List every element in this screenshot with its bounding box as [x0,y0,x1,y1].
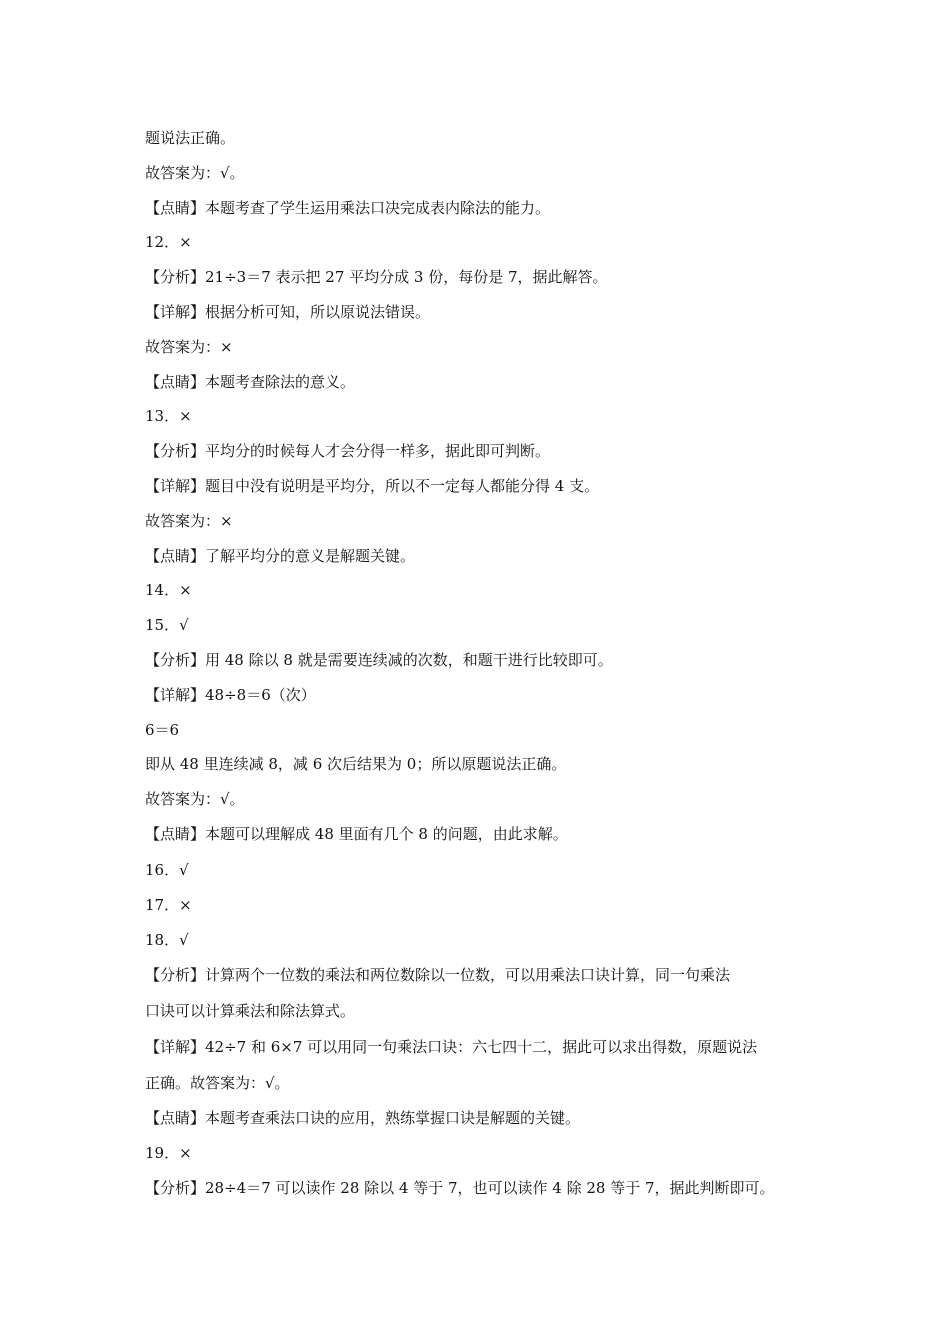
text-line: 【分析】计算两个一位数的乘法和两位数除以一位数，可以用乘法口诀计算，同一句乘法 [145,966,731,984]
text-line: 【详解】根据分析可知，所以原说法错误。 [145,303,431,321]
question-number: 13．× [145,407,192,425]
text-line: 【详解】42÷7 和 6×7 可以用同一句乘法口诀：六七四十二，据此可以求出得数，原题说法 [145,1038,758,1056]
question-number: 16．√ [145,861,189,879]
text-line: 正确。故答案为：√。 [145,1074,290,1092]
text-line: 【分析】用 48 除以 8 就是需要连续减的次数，和题干进行比较即可。 [145,651,613,669]
question-number: 18．√ [145,931,189,949]
text-line: 【分析】平均分的时候每人才会分得一样多，据此即可判断。 [145,442,551,460]
text-line: 故答案为：× [145,338,233,356]
text-line: 【点睛】本题考查除法的意义。 [145,373,356,391]
text-line: 口诀可以计算乘法和除法算式。 [145,1002,356,1020]
question-number: 14．× [145,581,192,599]
text-line: 故答案为：× [145,512,233,530]
text-line: 【分析】28÷4＝7 可以读作 28 除以 4 等于 7，也可以读作 4 除 28 等于 7，据此判断即可。 [145,1179,775,1197]
text-line: 6＝6 [145,721,180,739]
text-line: 【详解】题目中没有说明是平均分，所以不一定每人都能分得 4 支。 [145,477,600,495]
question-number: 19．× [145,1144,192,1162]
text-line: 【详解】48÷8＝6（次） [145,686,316,704]
text-line: 即从 48 里连续减 8，减 6 次后结果为 0；所以原题说法正确。 [145,755,567,773]
text-line: 故答案为：√。 [145,790,245,808]
text-line: 【点睛】本题考查了学生运用乘法口决完成表内除法的能力。 [145,199,551,217]
text-line: 【点睛】本题考查乘法口诀的应用，熟练掌握口诀是解题的关键。 [145,1109,581,1127]
text-line: 故答案为：√。 [145,164,245,182]
question-number: 15．√ [145,616,189,634]
text-line: 【分析】21÷3＝7 表示把 27 平均分成 3 份，每份是 7，据此解答。 [145,268,608,286]
text-line: 【点睛】本题可以理解成 48 里面有几个 8 的问题，由此求解。 [145,825,568,843]
question-number: 12．× [145,233,192,251]
text-line: 题说法正确。 [145,129,236,147]
text-line: 【点睛】了解平均分的意义是解题关键。 [145,547,416,565]
question-number: 17．× [145,896,192,914]
